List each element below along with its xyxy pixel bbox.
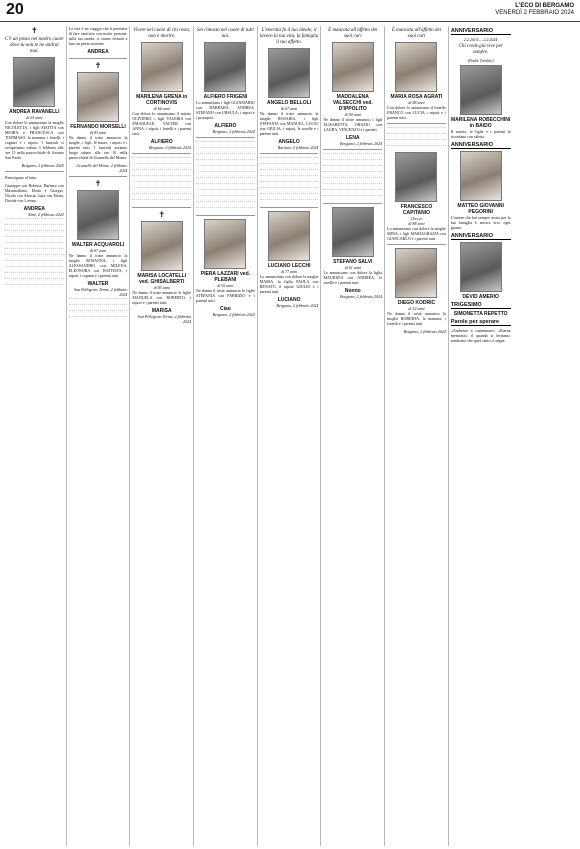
epitaph: L'eternità fu il tuo ideale, il lavoro la tua vita, la famiglia il tuo affetto.: [259, 28, 319, 45]
deceased-age: di 88 anni: [408, 100, 425, 105]
column-5: [258, 26, 322, 846]
notice-text: Lo annunciano i figli GIANMARIO con BARBARA, ANDREA, STEFANO con URSULA, i nipoti e i pronipoti.: [196, 100, 255, 120]
separator: [323, 149, 382, 150]
column-6: [321, 26, 385, 846]
epitaph: Vivere nel cuore di chi resta, non è morire.: [133, 28, 191, 39]
column-4: [194, 26, 258, 846]
signature-name: ANDREA: [23, 206, 46, 212]
issue-date: VENERDÌ 2 FEBBRAIO 2024: [495, 10, 574, 16]
signature-name: Ciao: [219, 306, 231, 312]
deceased-name: ANGELO BELLOLI: [267, 100, 312, 106]
deceased-age: di 92 anni: [217, 283, 234, 288]
deceased-name: MARISA LOCATELLI ved. GHISALBERTI: [137, 273, 187, 285]
deceased-age: di 83 anni: [89, 130, 107, 135]
notice-text: Ne danno il triste annuncio i figli ELISABETTA, ORAZIO con LAURA, VINCENZO e i parenti.: [323, 117, 383, 132]
participants-text: Giuseppe con Roberta, Barbara con Massimiliano, Elena e Giorgio, Nicola con Alessia, Gaia con Elena, Davide con Lorena.: [5, 183, 64, 203]
notice-place: Bergamo, 2 febbraio 2024: [21, 163, 64, 168]
epitaph: Chi crede già vive per sempre.: [458, 44, 503, 55]
signature-place: Bergamo, 2 febbraio 2024: [340, 141, 383, 146]
signature-name: LUCIANO: [277, 297, 301, 303]
signature-place: Grumello del Monte, 2 febbraio 2024: [76, 163, 128, 173]
separator: [132, 153, 191, 154]
signature-place: Bariano, 2 febbraio 2024: [277, 145, 319, 150]
cross-icon: ✝: [94, 179, 102, 188]
notice-text: La vita è un viaggio che ti permette di fare amicizia con molte persone: sulla tua strada, ci siamo fermati a fare un pezzo insieme.: [68, 26, 128, 46]
notice-text: Il marito, le figlie e i parenti la ricordano con affetto.: [450, 129, 511, 139]
signature-place: Bergamo, 2 febbraio 2024: [276, 303, 319, 308]
epitaph: C'è un posto nel nostro cuore dove tu non te ne andrai mai.: [5, 37, 64, 54]
portrait-photo: [13, 57, 55, 107]
deceased-age: di 63 anni: [26, 115, 43, 120]
signature-name: ANGELO: [278, 139, 300, 145]
column-1: [3, 26, 67, 846]
separator: [132, 207, 191, 208]
masthead: [495, 3, 574, 17]
column-8: [449, 26, 513, 846]
separator: [387, 123, 446, 124]
deceased-name: ANDREA RAVANELLI: [9, 109, 60, 115]
notice-text: Ne danno il triste annuncio la moglie ROSANNA, i figli ALESSANDRO con MILENA, ELEONORA con BATTISTA, i nipoti, i cognati e i parenti tutti.: [68, 253, 128, 278]
column-2: [67, 26, 131, 846]
newspaper-name: L'ECO DI BERGAMO: [515, 3, 574, 9]
deceased-name: DIEGO KODRIC: [397, 300, 436, 306]
notice-text: L'amore che hai sempre avuto per la tua famiglia è ancora vivo ogni giorno.: [450, 215, 511, 230]
portrait-photo: [204, 42, 246, 92]
deceased-age: di 77 anni: [280, 269, 298, 274]
signature-place: Bergamo, 2 febbraio 2024: [403, 329, 446, 334]
deceased-name: FERNANDO MORSELLI: [70, 124, 126, 130]
portrait-photo: [332, 207, 374, 257]
deceased-name: DEVID AMERIO: [462, 294, 499, 300]
epitaph: Sei rimasto nel cuore di tutti noi.: [196, 28, 254, 39]
signature-name: LENA: [345, 135, 360, 141]
signature-name: MARISA: [151, 308, 172, 314]
signature-name: ALFIERO: [214, 123, 237, 129]
notice-text: «Andremo a camminare» «Eterna memoria»: il quando si fermano, sembrano che quel canto ci segue.: [450, 328, 511, 343]
notice-text: Ne danno il triste annuncio la moglie ROBERTA, la mamma, i fratelli e i parenti tutti.: [387, 311, 446, 326]
notice-text: Lo annunciano con dolore la moglie MARIA, la figlia PAOLA con RENATO, il nipote GIULIO e i parenti tutti.: [259, 274, 319, 294]
deceased-name: MARILENA GRENA in CORTINOVIS: [136, 94, 188, 106]
notice-text: Ne danno il triste annuncio le figlie MANUELA con ROBERTO, i nipoti e i parenti tutti.: [132, 290, 192, 305]
anniversary-years: 2.2.2014 — 2.2.2024: [463, 37, 498, 42]
portrait-photo: [460, 65, 502, 115]
separator: [196, 215, 255, 216]
deceased-name: STEFANO SALVI: [333, 259, 373, 265]
portrait-photo: [141, 42, 183, 92]
notice-text: Ne danno il triste annuncio la moglie ROSARIA, i figli STEFANIA con MANUEL, LUCIO con GIULIA, i nipoti, le sorelle e i parenti tutti.: [259, 111, 319, 136]
portrait-photo: [395, 152, 437, 202]
signature-place: Bergamo, 2 febbraio 2024: [340, 294, 383, 299]
deceased-name: MATTEO GIOVANNI PEGORINI: [457, 203, 504, 215]
portrait-photo: [332, 42, 374, 92]
notice-text: Ne danno il triste annuncio le figlie STEFANIA con FABRIZIO e i parenti tutti.: [196, 288, 255, 303]
separator: [69, 176, 128, 177]
deceased-name: MADDALENA VALSECCHI ved. D'IPPOLITO: [332, 94, 373, 112]
deceased-age: di 67 anni: [89, 248, 107, 253]
signature-name: Nonno: [344, 288, 361, 294]
separator: [69, 58, 128, 59]
signature-name: WALTER: [87, 281, 109, 287]
epitaph: È mancata all'affetto dei suoi cari: [328, 28, 378, 39]
signature-place: Almè, 2 febbraio 2024: [27, 212, 64, 217]
separator: [260, 153, 319, 154]
deceased-name: MARILENA ROBECCHINI in BAIDO: [451, 117, 511, 129]
notice-text: Lo annunciano con dolore la figlia MAURIZIA con ANDREA, le sorelle e i parenti tutti.: [323, 270, 383, 285]
deceased-name: MARIA ROSA AGRATI: [390, 94, 443, 100]
notice-text: Lo annunciano con dolore la moglie MINA, i figli MARIAGRAZIA con GIANCARLO e i parenti tutti.: [387, 226, 446, 241]
portrait-photo: [141, 221, 183, 271]
section-heading: Parole per sperare: [451, 319, 511, 326]
separator: [260, 207, 319, 208]
portrait-photo: [204, 219, 246, 269]
participants-label: Partecipano al lutto:: [5, 175, 38, 180]
notice-text: Ne danno il triste annuncio la moglie, i figli, le nuore, i nipoti e i parenti tutti. I funerali avranno luogo sabato alle ore 10 nella parrocchiale di Grumello del Monte.: [68, 135, 128, 160]
signature-place: Bergamo, 2 febbraio 2024: [148, 145, 192, 150]
portrait-photo: [395, 42, 437, 92]
notice-text: Con dolore lo annunciano la moglie NICOLETTA, i figli MATTIA con MOIRA e FRANCESCA con TOMMASO, la mamma, i fratelli, i cognati e i nipoti. I funerali si svolgeranno sabato 3 febbraio alle ore 15 nella parrocchiale di Azzano San Paolo.: [5, 120, 64, 160]
portrait-photo: [460, 242, 502, 292]
page-number: 20: [6, 1, 24, 18]
notice-text: Con dolore lo annunciano il marito OLIVIERO, i figli VALERIA con EMANUELE, VALTER con ANNA, i nipoti, i fratelli e i parenti tutti.: [132, 111, 192, 136]
deceased-name: PIERA LAZZARI ved. PLEBANI: [200, 271, 251, 283]
obituary-grid: [3, 26, 577, 846]
notice-text: Con dolore lo annunciano il fratello FRANCO con LUCIA, i nipoti e i parenti tutti.: [387, 105, 446, 120]
signature-place: San Pellegrino Terme, 2 febbraio 2024: [74, 287, 128, 297]
cross-icon: ✝: [30, 26, 38, 35]
portrait-photo: [395, 248, 437, 298]
separator: [5, 171, 64, 172]
cross-icon: ✝: [94, 61, 102, 70]
epitaph: È mancata all'affetto dei suoi cari: [391, 28, 442, 39]
deceased-nickname: Checco: [410, 216, 423, 221]
signature-place: Bergamo, 2 febbraio 2024: [212, 129, 255, 134]
separator: [196, 137, 255, 138]
column-7: [385, 26, 449, 846]
portrait-photo: [77, 190, 119, 240]
deceased-age: di 67 anni: [280, 106, 298, 111]
section-heading: ANNIVERSARIO: [451, 28, 511, 35]
separator: [323, 203, 382, 204]
portrait-photo: [268, 48, 310, 98]
section-heading: ANNIVERSARIO: [451, 233, 511, 240]
deceased-name: SIMONETTA REPETTO: [453, 311, 508, 317]
deceased-name: ALFIERO FRIGENI: [203, 94, 248, 100]
portrait-photo: [268, 211, 310, 261]
deceased-name: WALTER ACQUAROLI: [71, 242, 125, 248]
signature-name: ANDREA: [87, 49, 109, 55]
column-3: [130, 26, 194, 846]
deceased-age: di 52 anni: [408, 306, 425, 311]
portrait-photo: [460, 151, 502, 201]
signature-place: San Pellegrino Terme, 2 febbraio 2024: [137, 314, 192, 324]
deceased-name: LUCIANO LECCHI: [267, 263, 311, 269]
quote-author: (Padre Turoldo): [467, 58, 494, 63]
page-header: [0, 0, 580, 22]
section-heading: ANNIVERSARIO: [451, 142, 511, 149]
cross-icon: ✝: [158, 210, 166, 219]
deceased-age: di 85 anni: [153, 285, 170, 290]
signature-name: ALFIERO: [150, 139, 173, 145]
portrait-photo: [77, 72, 119, 122]
signature-place: Bergamo, 2 febbraio 2024: [212, 312, 255, 317]
separator: [387, 244, 446, 245]
deceased-age: di 90 anni: [344, 112, 361, 117]
deceased-age: di 66 anni: [153, 106, 170, 111]
deceased-age: di 61 anni: [344, 265, 361, 270]
deceased-age: di 88 anni: [408, 221, 425, 226]
deceased-name: FRANCESCO CAPITANIO: [400, 204, 433, 216]
section-heading: TRIGESIMO: [451, 302, 511, 309]
